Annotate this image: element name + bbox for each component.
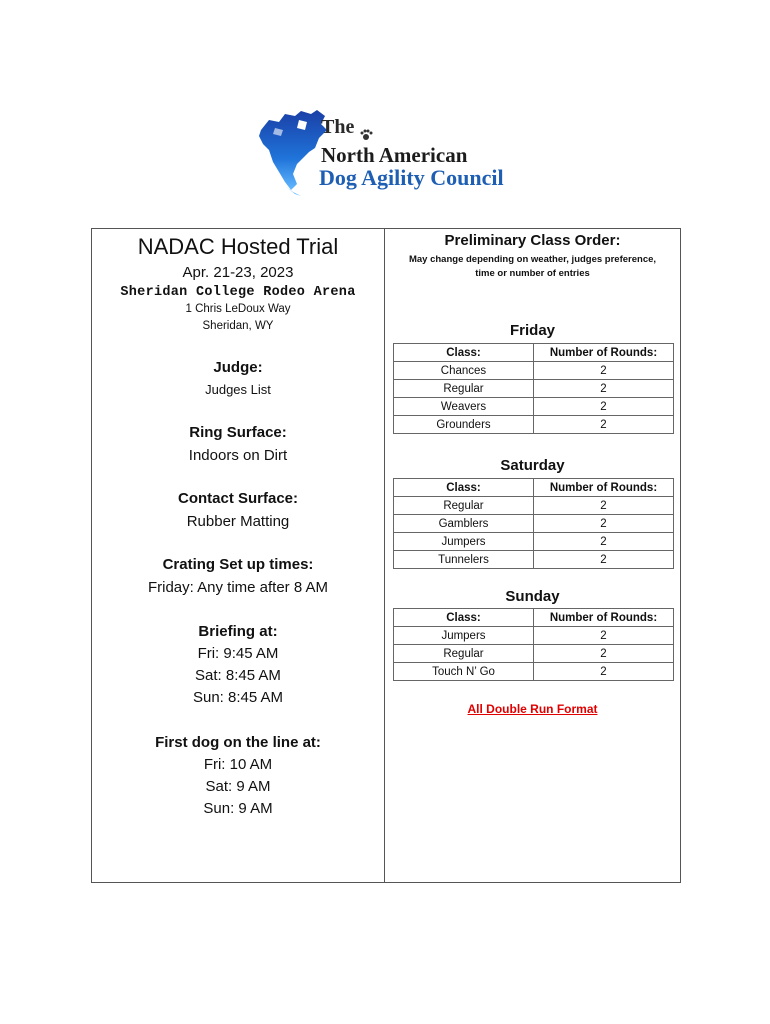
class-name: Jumpers: [394, 533, 534, 551]
first-dog-time-fri: Fri: 10 AM: [203, 756, 273, 773]
table-row: [394, 551, 674, 569]
rounds-column-header: Number of Rounds:: [534, 609, 674, 627]
logo-line-dog-agility-council: Dog Agility Council: [319, 165, 504, 190]
rounds-count: 2: [534, 515, 674, 533]
logo-line-north-american: North American: [321, 143, 468, 167]
rounds-column-header: Number of Rounds:: [534, 479, 674, 497]
crating-value: Friday: Any time after 8 AM: [147, 579, 329, 596]
briefing-label: Briefing at:: [198, 623, 278, 640]
table-row: [394, 416, 674, 434]
friday-class-table: [393, 343, 674, 434]
class-name: Regular: [394, 645, 534, 663]
class-name: Jumpers: [394, 627, 534, 645]
first-dog-label: First dog on the line at:: [155, 734, 321, 751]
first-dog-time-sun: Sun: 9 AM: [203, 800, 273, 817]
table-row: [394, 380, 674, 398]
class-name: Gamblers: [394, 515, 534, 533]
event-venue: Sheridan College Rodeo Arena: [120, 285, 356, 300]
class-name: Chances: [394, 362, 534, 380]
class-column-header: Class:: [394, 479, 534, 497]
table-header-row: [394, 479, 674, 497]
class-name: Touch N’ Go: [394, 663, 534, 681]
table-row: [394, 497, 674, 515]
rounds-count: 2: [534, 398, 674, 416]
rounds-count: 2: [534, 551, 674, 569]
logo-line-the: The: [321, 116, 355, 138]
class-name: Grounders: [394, 416, 534, 434]
judge-value: Judges List: [205, 382, 271, 397]
ring-surface-label: Ring Surface:: [189, 424, 287, 441]
briefing-time-sat: Sat: 8:45 AM: [195, 667, 281, 684]
table-row: [394, 645, 674, 663]
table-row: [394, 533, 674, 551]
saturday-class-table: [393, 478, 674, 569]
class-name: Regular: [394, 497, 534, 515]
table-header-row: [394, 609, 674, 627]
rounds-count: 2: [534, 362, 674, 380]
table-row: [394, 515, 674, 533]
day-heading-saturday: Saturday: [500, 457, 565, 474]
rounds-count: 2: [534, 380, 674, 398]
rounds-count: 2: [534, 497, 674, 515]
class-column-header: Class:: [394, 609, 534, 627]
class-name: Weavers: [394, 398, 534, 416]
format-note-wrap: [385, 700, 680, 718]
address-line-1: 1 Chris LeDoux Way: [185, 303, 291, 315]
day-heading-sunday: Sunday: [505, 588, 560, 605]
ring-surface-value: Indoors on Dirt: [188, 447, 288, 464]
sunday-class-table: [393, 608, 674, 681]
class-name: Regular: [394, 380, 534, 398]
class-column-header: Class:: [394, 344, 534, 362]
table-row: [394, 362, 674, 380]
address-line-2: Sheridan, WY: [202, 320, 274, 332]
rounds-column-header: Number of Rounds:: [534, 344, 674, 362]
table-row: [394, 663, 674, 681]
rounds-count: 2: [534, 533, 674, 551]
class-order-title: Preliminary Class Order:: [444, 232, 621, 249]
crating-label: Crating Set up times:: [162, 556, 314, 573]
table-header-row: [394, 344, 674, 362]
class-order-note-2: time or number of entries: [475, 268, 590, 279]
judge-label: Judge:: [213, 359, 263, 376]
rounds-count: 2: [534, 645, 674, 663]
rounds-count: 2: [534, 416, 674, 434]
format-note: All Double Run Format: [467, 702, 598, 716]
first-dog-time-sat: Sat: 9 AM: [205, 778, 271, 795]
paw-print-icon: [359, 128, 373, 142]
flyer-frame: [91, 228, 681, 883]
nadac-logo: [255, 108, 520, 198]
class-order-note-1: May change depending on weather, judges preference,: [408, 254, 657, 265]
briefing-time-sun: Sun: 8:45 AM: [192, 689, 284, 706]
rounds-count: 2: [534, 627, 674, 645]
day-heading-friday: Friday: [509, 322, 555, 339]
event-title: NADAC Hosted Trial: [137, 234, 339, 259]
contact-surface-value: Rubber Matting: [186, 513, 290, 530]
contact-surface-label: Contact Surface:: [177, 490, 299, 507]
briefing-time-fri: Fri: 9:45 AM: [197, 645, 279, 662]
table-row: [394, 398, 674, 416]
class-name: Tunnelers: [394, 551, 534, 569]
event-dates: Apr. 21-23, 2023: [182, 264, 294, 281]
rounds-count: 2: [534, 663, 674, 681]
table-row: [394, 627, 674, 645]
